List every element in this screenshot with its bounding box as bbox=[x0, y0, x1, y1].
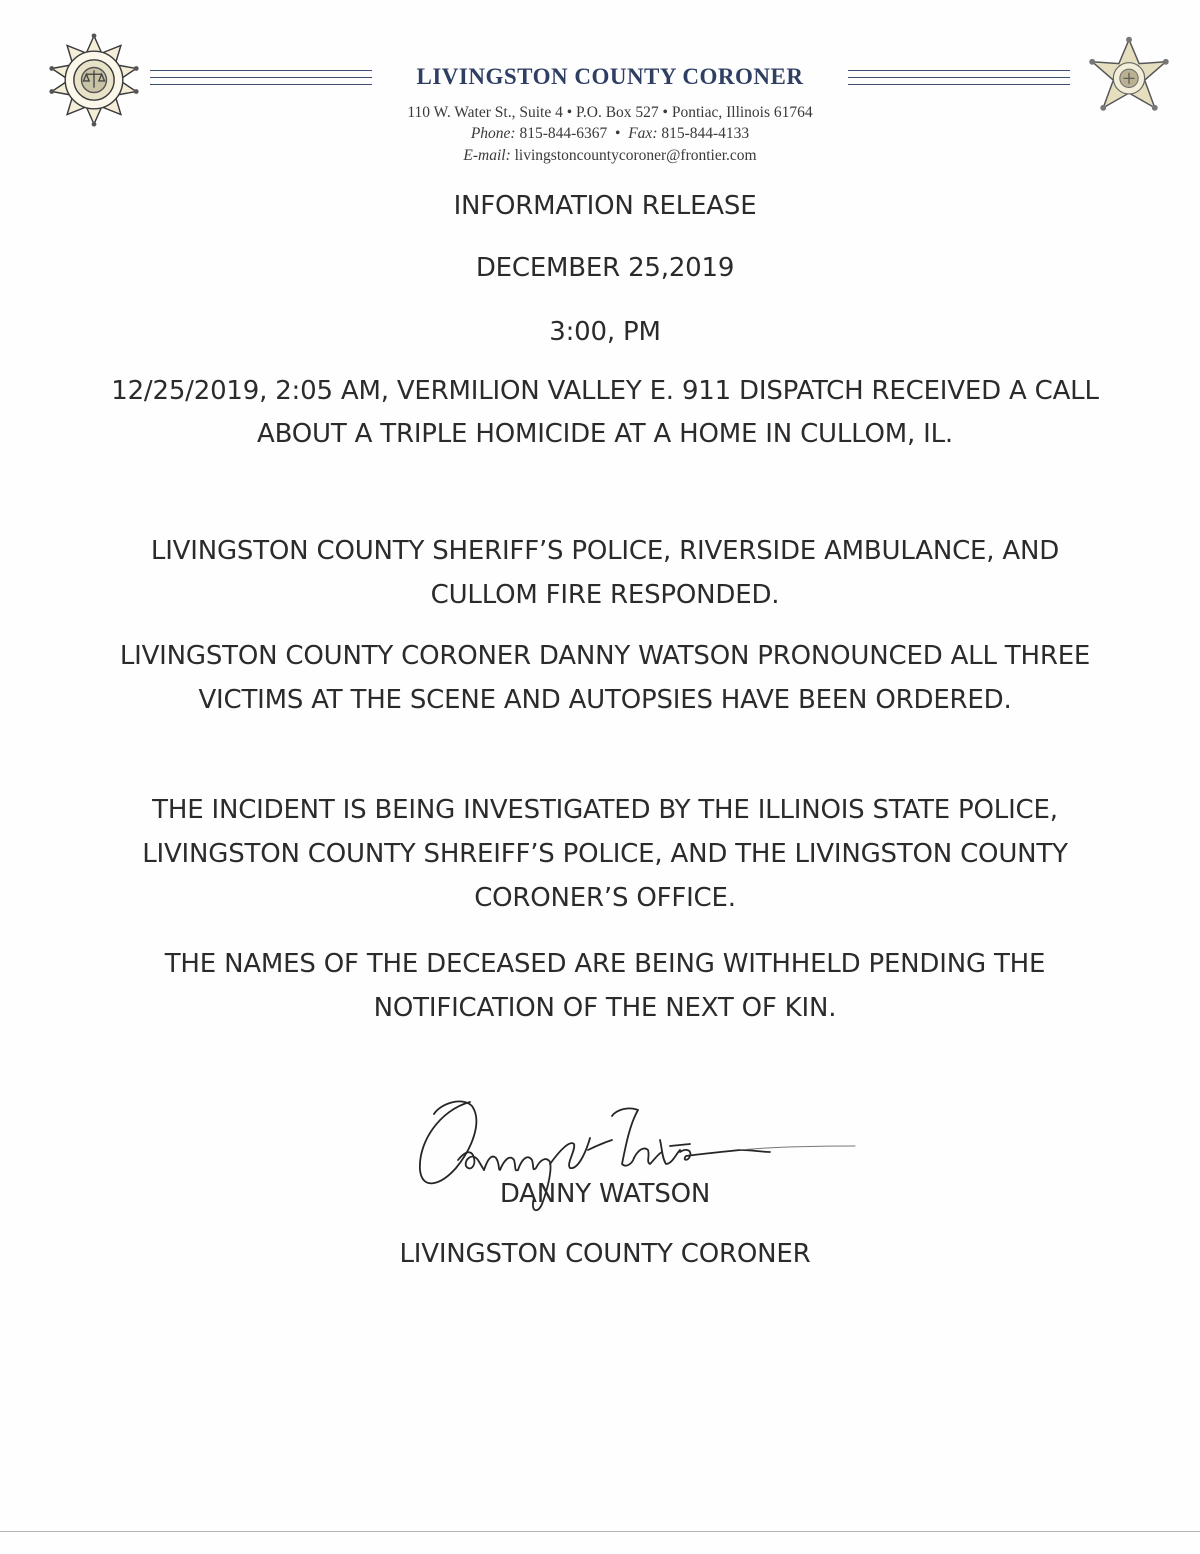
release-paragraph-responders: LIVINGSTON COUNTY SHERIFF’S POLICE, RIVERSIDE AMBULANCE, AND CULLOM FIRE RESPONDED. bbox=[150, 536, 1060, 610]
signatory-name: DANNY WATSON bbox=[499, 1179, 711, 1209]
signatory-office: LIVINGSTON COUNTY CORONER bbox=[399, 1239, 811, 1269]
letterhead-rule-right-top bbox=[848, 70, 1070, 71]
coroner-seal-icon bbox=[46, 32, 142, 128]
letterhead-rule-right-mid bbox=[848, 77, 1070, 78]
page-bottom-scan-edge bbox=[0, 1531, 1200, 1532]
letterhead-rule-left-mid bbox=[150, 77, 372, 78]
phone-number: 815-844-6367 bbox=[519, 125, 608, 142]
release-date: DECEMBER 25,2019 bbox=[475, 253, 735, 283]
separator-bullet: • bbox=[615, 125, 621, 142]
release-paragraph-dispatch: 12/25/2019, 2:05 AM, VERMILION VALLEY E. 911 DISPATCH RECEIVED A CALL ABOUT A TRIPLE HOMICIDE AT A HOME IN CULLOM, IL. bbox=[111, 376, 1099, 449]
sheriff-star-badge-icon bbox=[1083, 36, 1175, 128]
letterhead-phone-fax bbox=[300, 125, 920, 143]
release-paragraph-investigation: THE INCIDENT IS BEING INVESTIGATED BY THE ILLINOIS STATE POLICE, LIVINGSTON COUNTY SHREIFF’S POLICE, AND THE LIVINGSTON COUNTY CORONER’S OFFICE. bbox=[142, 795, 1068, 913]
release-time: 3:00, PM bbox=[549, 317, 661, 347]
release-title: INFORMATION RELEASE bbox=[453, 191, 757, 221]
fax-number: 815-844-4133 bbox=[661, 125, 750, 142]
release-paragraph-pronounced: LIVINGSTON COUNTY CORONER DANNY WATSON PRONOUNCED ALL THREE VICTIMS AT THE SCENE AND AUTOPSIES HAVE BEEN ORDERED. bbox=[119, 641, 1091, 715]
letterhead-address: 110 W. Water St., Suite 4 • P.O. Box 527 • Pontiac, Illinois 61764 bbox=[407, 104, 813, 121]
email-label: E-mail: bbox=[463, 147, 511, 164]
letterhead-rule-left-top bbox=[150, 70, 372, 71]
email-address: livingstoncountycoroner@frontier.com bbox=[514, 147, 757, 164]
letterhead-rule-right-bottom bbox=[848, 84, 1070, 85]
release-paragraph-names-withheld: THE NAMES OF THE DECEASED ARE BEING WITHHELD PENDING THE NOTIFICATION OF THE NEXT OF KIN. bbox=[164, 949, 1046, 1023]
letterhead-email bbox=[300, 147, 920, 165]
fax-label: Fax: bbox=[628, 125, 658, 142]
letterhead-rule-left-bottom bbox=[150, 84, 372, 85]
agency-name: LIVINGSTON COUNTY CORONER bbox=[416, 64, 804, 89]
phone-label: Phone: bbox=[470, 125, 516, 142]
